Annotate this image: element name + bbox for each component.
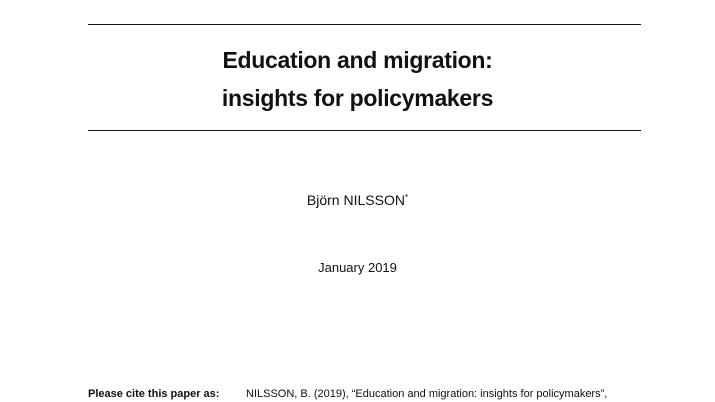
author-name: Björn NILSSON [306,192,405,208]
author-footnote-mark: * [404,193,409,202]
citation-text: NILSSON, B. (2019), “Education and migration: insights for policymakers”, [246,388,608,400]
top-rule [88,24,641,25]
bottom-rule [88,130,641,131]
citation-label: Please cite this paper as: [88,388,220,400]
author [0,191,715,209]
paper-title-line-1: Education and migration: [222,47,493,73]
publication-date: January 2019 [318,260,397,275]
paper-title-line-2: insights for policymakers [221,85,494,111]
